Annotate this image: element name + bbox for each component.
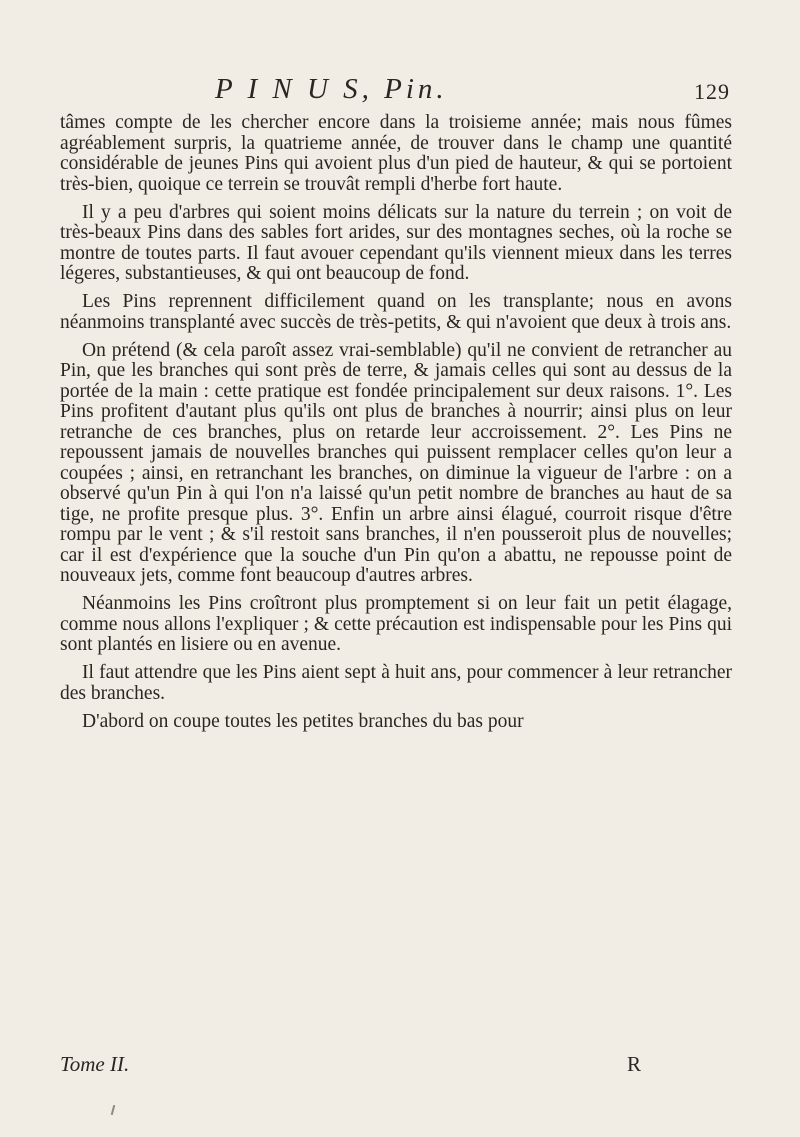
volume-label: Tome II.	[60, 1052, 130, 1076]
paragraph-pruning: On prétend (& cela paroît assez vrai-semblable) qu'il ne convient de retrancher au Pin, que les branches qui sont près de terre, & jamais celles qui sont au dessus de la portée de la main : cette pratique est fondée principalement sur deux raisons. 1°. Les Pins profitent d'autant plus qu'ils ont plus de branches à nourrir; ainsi plus on leur retranche de ces branches, plus on retarde leur accroissement. 2°. Les Pins ne repoussent jamais de nouvelles branches qui puissent remplacer celles qu'on leur a coupées ; ainsi, en retranchant les branches, on diminue la vigueur de l'arbre : on a observé qu'un Pin à qui l'on n'a laissé qu'un petit nombre de branches au haut de sa tige, ne profite presque plus. 3°. Enfin un arbre ainsi élagué, courroit risque d'être rompu par le vent ; & s'il restoit sans branches, il n'en pousseroit plus de nouvelles; car il est d'expérience que la souche d'un Pin qu'on a abattu, ne repousse point de nouveaux jets, comme font beaucoup d'autres arbres.	[60, 339, 732, 586]
paragraph-transplant: Les Pins reprennent difficilement quand on les transplante; nous en avons néanmoins transplanté avec succès de très-petits, & qui n'avoient que deux à trois ans.	[60, 291, 732, 333]
paragraph-first-cut: D'abord on coupe toutes les petites branches du bas pour	[82, 710, 524, 732]
paper-speck	[111, 1105, 116, 1115]
page-number: 129	[694, 79, 730, 104]
running-title: P I N U S, Pin.	[215, 73, 448, 105]
signature-mark: R	[627, 1052, 642, 1076]
paragraph-elagage: Néanmoins les Pins croîtront plus promptement si on leur fait un petit élagage, comme nous allons l'expliquer ; & cette précaution est indispensable pour les Pins qui sont plantés en lisiere ou en avenue.	[60, 593, 732, 655]
page-header	[60, 73, 730, 107]
paragraph-continuation: tâmes compte de les chercher encore dans la troisieme année; mais nous fûmes agréablement surpris, la quatrieme année, de trouver dans le champ une quantité considérable de jeunes Pins qui avoient plus d'un pied de hauteur, & qui se portoient très-bien, quoique ce terrein se trouvât rempli d'herbe fort haute.	[60, 112, 732, 195]
body-text	[60, 113, 732, 740]
page-footer	[60, 1052, 730, 1078]
paragraph-soil: Il y a peu d'arbres qui soient moins délicats sur la nature du terrein ; on voit de très-beaux Pins dans des sables fort arides, sur des montagnes seches, où la roche se montre de toutes parts. Il faut avouer cependant qu'ils viennent mieux dans les terres légeres, substantieuses, & qui ont beaucoup de fond.	[60, 201, 732, 284]
paragraph-age: Il faut attendre que les Pins aient sept à huit ans, pour commencer à leur retrancher des branches.	[60, 662, 732, 704]
